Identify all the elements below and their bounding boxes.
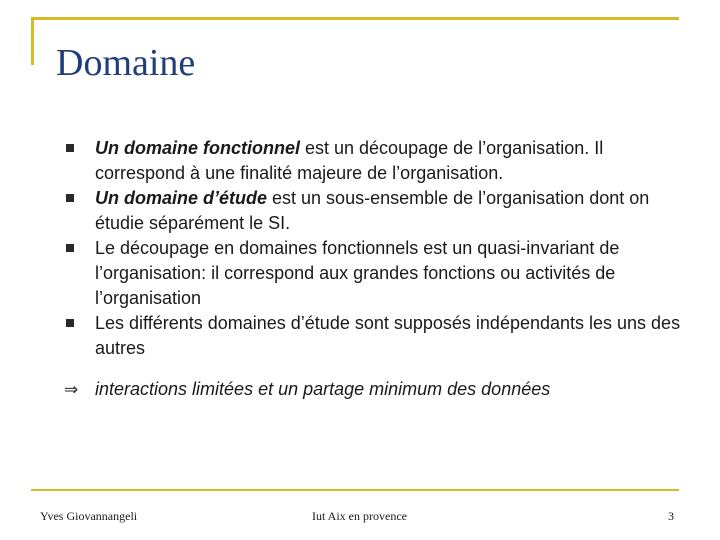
square-bullet-icon: [66, 244, 74, 252]
square-bullet-icon: [66, 194, 74, 202]
conclusion-item: [62, 377, 682, 402]
slide-content: [62, 136, 682, 402]
item-text: est un sous-ensemble de l’organisation dont on étudie séparément le SI.: [95, 188, 650, 233]
item-emphasis: Un domaine d’étude: [95, 188, 268, 208]
conclusion-text: interactions limitées et un partage minimum des données: [95, 379, 551, 399]
footer-author: Yves Giovannangeli: [40, 509, 138, 523]
double-arrow-right-icon: ⇒: [64, 380, 79, 399]
item-text: Les différents domaines d’étude sont supposés indépendants les uns des autres: [95, 313, 681, 358]
item-text: est un découpage de l’organisation. Il correspond à une finalité majeure de l’organisation.: [95, 138, 604, 183]
item-text: Le découpage en domaines fonctionnels est un quasi-invariant de l’organisation: il correspond aux grandes fonctions ou activités de l’organisation: [95, 238, 620, 308]
slide-title: Domaine: [56, 42, 196, 84]
list-item: [62, 136, 682, 186]
item-emphasis: Un domaine fonctionnel: [95, 138, 300, 158]
footer-divider: [31, 489, 679, 491]
list-item: [62, 311, 682, 361]
page-number: 3: [668, 509, 674, 523]
square-bullet-icon: [66, 144, 74, 152]
frame-top-line: [31, 17, 679, 20]
square-bullet-icon: [66, 319, 74, 327]
footer-institution: Iut Aix en provence: [312, 509, 407, 523]
list-item: [62, 186, 682, 236]
frame-left-line: [31, 17, 34, 65]
list-item: [62, 236, 682, 311]
